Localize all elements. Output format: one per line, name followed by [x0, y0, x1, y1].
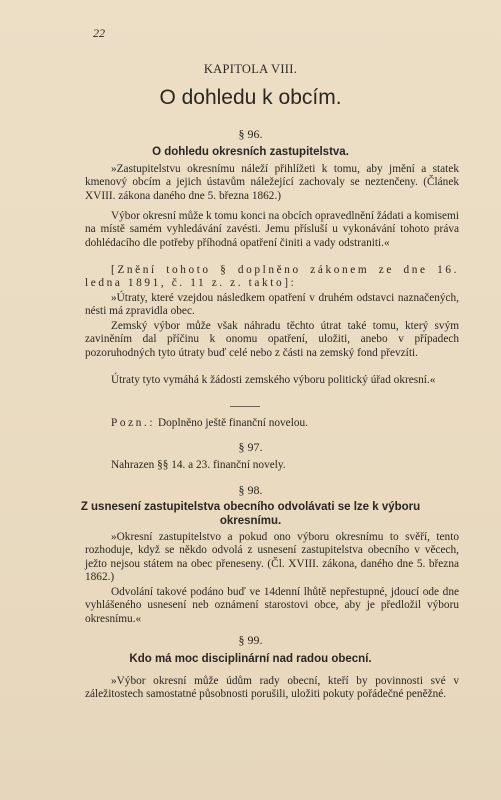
section-99-number: § 99. [238, 633, 263, 647]
section-98-paragraph-2: Odvolání takové podáno buď ve 14denní lhůtě nepřestupné, jdoucí ode dne vyhlášeného usnesení neb oznámení starostovi obce, aby je předložil výboru okresnímu.« [85, 586, 459, 625]
chapter-label: KAPITOLA VIII. [203, 62, 298, 76]
section-97-number: § 97. [238, 440, 263, 454]
section-98-number: § 98. [238, 483, 263, 497]
section-96-amendment: [Znění tohoto § doplněno zákonem ze dne 16. ledna 1891, č. 11 z. z. takto]: [85, 264, 459, 290]
divider [230, 406, 260, 407]
section-96-paragraph-4: »Útraty, které vzejdou následkem opatření v druhém odstavci naznačených, nésti má zpravidla obec. [85, 292, 459, 318]
section-96-heading: O dohledu okresních zastupitelstva. [152, 146, 349, 158]
page-number: 22 [93, 26, 105, 40]
section-96-paragraph-5: Zemský výbor může však náhradu těchto útrat také tomu, který svým zaviněním dal příčinu k onomu opatření, uložiti, anebo v případech pozoruhodných tyto útraty buď celé nebo z části na zemský fond převzíti. [85, 320, 459, 359]
section-98-heading-line-1: Z usnesení zastupitelstva obecního odvolávati se lze k výboru [80, 501, 421, 513]
section-99-paragraph-1: »Výbor okresní může údům rady obecní, kteří by povinnosti své v záležitostech samostatné působnosti porušili, uložiti pokuty pořádečné peněžné. [85, 675, 459, 701]
section-99-heading: Kdo má moc disciplinární nad radou obecní. [129, 653, 372, 665]
note-text: Doplněno ještě finanční novelou. [158, 417, 308, 429]
section-98-heading-line-2: okresnímu. [219, 515, 282, 527]
section-96-paragraph-6: Útraty tyto vymáhá k žádosti zemského výboru politický úřad okresní.« [111, 374, 436, 386]
section-98-paragraph-1: »Okresní zastupitelstvo a pokud ono výboru okresnímu to svěří, tento rozhoduje, když se někdo odvolá z usnesení zastupitelstva obecního v věcech, ježto nejsou státem na obec přeneseny. (Čl. XVIII. zákona, daného dne 5. března 1862.) [85, 531, 459, 583]
page-title: O dohledu k obcím. [159, 86, 342, 109]
section-96-paragraph-1: »Zastupitelstvu okresnímu náleží přihlížeti k tomu, aby jmění a statek kmenový obcím a jejich ústavům náležející zachovaly se neztenčeny. (Článek XVIII. zákona daného dne 5. března 1862.) [85, 163, 459, 202]
section-97-text: Nahrazen §§ 14. a 23. finanční novely. [111, 459, 286, 471]
section-96-paragraph-2: Výbor okresní může k tomu konci na obcích opravedlnění žádati a komisemi na místě samém vyhledávání zavésti. Jemu přísluší u vykonávání tohoto práva dohlédacího dle potřeby příhodná opatření činiti a vady odstraniti.« [85, 210, 459, 249]
section-96-number: § 96. [238, 127, 263, 141]
note-label: Pozn.: [111, 417, 156, 429]
section-96-note [85, 417, 459, 430]
